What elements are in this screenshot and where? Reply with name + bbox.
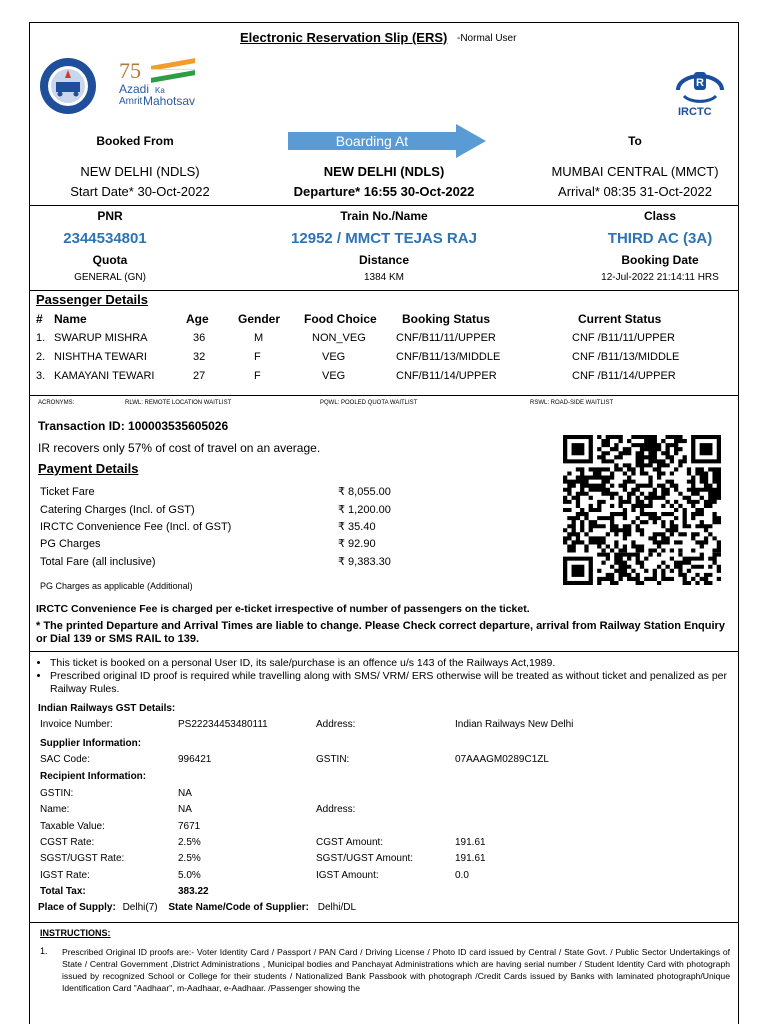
boarding-arrow bbox=[288, 124, 486, 158]
passenger-num: 3. bbox=[36, 370, 46, 382]
cgst-amount-value: 191.61 bbox=[455, 837, 486, 848]
passenger-current-status: CNF /B11/13/MIDDLE bbox=[572, 351, 680, 363]
cgst-rate-label: CGST Rate: bbox=[40, 837, 95, 848]
pg-charges-note: PG Charges as applicable (Additional) bbox=[40, 581, 193, 591]
quota-value: GENERAL (GN) bbox=[74, 272, 146, 283]
recipient-heading: Recipient Information: bbox=[40, 771, 147, 782]
fare-label: Total Fare (all inclusive) bbox=[40, 556, 156, 568]
payment-details-heading: Payment Details bbox=[38, 461, 139, 476]
sgst-rate-label: SGST/UGST Rate: bbox=[40, 853, 125, 864]
cost-recovery-note: IR recovers only 57% of cost of travel on an average. bbox=[38, 441, 321, 455]
taxable-value: 7671 bbox=[178, 821, 201, 832]
irctc-logo-icon bbox=[670, 62, 730, 122]
note-item: • This ticket is booked on a personal User ID, its sale/purchase is an offence u/s 143 of the Railways Act,1989. bbox=[50, 657, 730, 670]
place-of-supply bbox=[38, 901, 356, 915]
state-code-value: Delhi/DL bbox=[317, 902, 357, 913]
timing-disclaimer: * The printed Departure and Arrival Times are liable to change. Please Check correct departure, arrival from Railway Station Enquiry or Dial 139 or SMS RAIL to 139. bbox=[36, 620, 725, 645]
irctc-label: IRCTC bbox=[678, 106, 712, 118]
divider bbox=[29, 290, 739, 291]
recipient-name-label: Name: bbox=[40, 804, 70, 815]
distance-label: Distance bbox=[358, 253, 410, 267]
distance-value: 1384 KM bbox=[363, 272, 405, 283]
sac-label: SAC Code: bbox=[40, 754, 91, 765]
recipient-name-value: NA bbox=[178, 804, 192, 815]
table-header-age: Age bbox=[186, 312, 209, 326]
pnr-label: PNR bbox=[97, 209, 123, 223]
table-header-gender: Gender bbox=[238, 312, 281, 326]
address-label: Address: bbox=[316, 719, 356, 730]
recipient-address-label: Address: bbox=[316, 804, 356, 815]
cgst-rate-value: 2.5% bbox=[178, 837, 201, 848]
place-of-supply-label: Place of Supply: bbox=[38, 902, 116, 913]
sgst-amount-label: SGST/UGST Amount: bbox=[316, 853, 414, 864]
igst-amount-value: 0.0 bbox=[455, 870, 469, 881]
recipient-gstin-label: GSTIN: bbox=[40, 788, 74, 799]
divider bbox=[29, 922, 739, 923]
igst-rate-label: IGST Rate: bbox=[40, 870, 90, 881]
place-of-supply-value: Delhi(7) bbox=[122, 902, 158, 913]
fare-value: ₹ 35.40 bbox=[338, 521, 376, 533]
fare-value: ₹ 8,055.00 bbox=[338, 486, 391, 498]
igst-amount-label: IGST Amount: bbox=[316, 870, 379, 881]
recipient-gstin-value: NA bbox=[178, 788, 192, 799]
passenger-gender: F bbox=[254, 370, 261, 382]
fare-label: IRCTC Convenience Fee (Incl. of GST) bbox=[40, 521, 232, 533]
passenger-food: NON_VEG bbox=[312, 332, 366, 344]
passenger-details-heading: Passenger Details bbox=[36, 292, 149, 307]
boarding-station: NEW DELHI (NDLS) bbox=[323, 164, 445, 179]
passenger-age: 27 bbox=[193, 370, 206, 382]
cgst-amount-label: CGST Amount: bbox=[316, 837, 384, 848]
fare-label: Catering Charges (Incl. of GST) bbox=[40, 504, 195, 516]
passenger-num: 1. bbox=[36, 332, 46, 344]
indian-railways-logo-icon bbox=[38, 56, 98, 116]
passenger-age: 36 bbox=[193, 332, 206, 344]
convenience-fee-note: IRCTC Convenience Fee is charged per e-ticket irrespective of number of passengers on the ticket. bbox=[36, 603, 530, 615]
departure-time: Departure* 16:55 30-Oct-2022 bbox=[293, 184, 475, 199]
instruction-number: 1. bbox=[40, 946, 48, 956]
passenger-age: 32 bbox=[193, 351, 206, 363]
start-date: Start Date* 30-Oct-2022 bbox=[70, 184, 210, 199]
to-label: To bbox=[628, 134, 642, 148]
gstin-value: 07AAAGM0289C1ZL bbox=[455, 754, 549, 765]
booking-date-value: 12-Jul-2022 21:14:11 HRS bbox=[601, 272, 719, 283]
booking-date-label: Booking Date bbox=[621, 253, 699, 267]
booked-from-label: Booked From bbox=[96, 134, 174, 148]
gst-heading: Indian Railways GST Details: bbox=[38, 703, 176, 714]
from-station: NEW DELHI (NDLS) bbox=[80, 164, 200, 179]
fare-value: ₹ 92.90 bbox=[338, 538, 376, 550]
azadi-ka-amrit-mahotsav-logo: 75 Azadi Ka Amrit Mahotsav bbox=[119, 58, 196, 108]
address-value: Indian Railways New Delhi bbox=[455, 719, 574, 730]
acronym-rlwl: RLWL: REMOTE LOCATION WAITLIST bbox=[125, 400, 232, 406]
total-tax-label: Total Tax: bbox=[40, 886, 86, 897]
acronyms-label: ACRONYMS: bbox=[38, 400, 75, 406]
gstin-label: GSTIN: bbox=[316, 754, 350, 765]
sac-value: 996421 bbox=[178, 754, 212, 765]
invoice-value: PS22234453480111 bbox=[178, 719, 268, 730]
passenger-booking-status: CNF/B11/14/UPPER bbox=[396, 370, 497, 382]
transaction-id: Transaction ID: 100003535605026 bbox=[38, 419, 229, 433]
passenger-gender: F bbox=[254, 351, 261, 363]
fare-label: Ticket Fare bbox=[40, 486, 95, 498]
fare-value: ₹ 1,200.00 bbox=[338, 504, 391, 516]
divider bbox=[29, 395, 739, 396]
table-header-current-status: Current Status bbox=[578, 312, 662, 326]
to-station: MUMBAI CENTRAL (MMCT) bbox=[551, 164, 719, 179]
igst-rate-value: 5.0% bbox=[178, 870, 201, 881]
passenger-name: SWARUP MISHRA bbox=[54, 332, 148, 344]
sgst-amount-value: 191.61 bbox=[455, 853, 486, 864]
total-tax-value: 383.22 bbox=[178, 886, 209, 897]
passenger-gender: M bbox=[254, 332, 264, 344]
table-header-num: # bbox=[36, 312, 43, 326]
passenger-booking-status: CNF/B11/11/UPPER bbox=[396, 332, 496, 344]
svg-text:R: R bbox=[696, 77, 704, 89]
passenger-current-status: CNF /B11/14/UPPER bbox=[572, 370, 676, 382]
class-label: Class bbox=[643, 209, 677, 223]
fare-label: PG Charges bbox=[40, 538, 101, 550]
table-header-booking-status: Booking Status bbox=[402, 312, 491, 326]
pnr-value: 2344534801 bbox=[63, 230, 147, 247]
page-subtitle: -Normal User bbox=[457, 33, 517, 44]
train-label: Train No./Name bbox=[340, 209, 428, 223]
instructions-heading: INSTRUCTIONS: bbox=[40, 928, 111, 938]
passenger-name: KAMAYANI TEWARI bbox=[54, 370, 155, 382]
arrival-time: Arrival* 08:35 31-Oct-2022 bbox=[558, 184, 712, 199]
invoice-label: Invoice Number: bbox=[40, 719, 113, 730]
ticket-notes-list bbox=[36, 657, 730, 696]
passenger-num: 2. bbox=[36, 351, 46, 363]
divider bbox=[29, 651, 739, 652]
train-name: 12952 / MMCT TEJAS RAJ bbox=[291, 230, 477, 247]
note-item: • Prescribed original ID proof is required while travelling along with SMS/ VRM/ ERS otherwise will be treated as without ticket and penalized as per Railway Rules. bbox=[50, 670, 730, 696]
supplier-heading: Supplier Information: bbox=[40, 738, 142, 749]
taxable-label: Taxable Value: bbox=[40, 821, 105, 832]
divider bbox=[29, 205, 739, 206]
page-title: Electronic Reservation Slip (ERS) bbox=[240, 30, 448, 45]
passenger-name: NISHTHA TEWARI bbox=[54, 351, 147, 363]
table-header-food: Food Choice bbox=[304, 312, 377, 326]
boarding-at-label: Boarding At bbox=[335, 133, 409, 149]
passenger-food: VEG bbox=[322, 370, 346, 382]
acronym-rswl: RSWL: ROAD-SIDE WAITLIST bbox=[530, 400, 614, 406]
sgst-rate-value: 2.5% bbox=[178, 853, 201, 864]
qr-code-icon bbox=[563, 435, 721, 585]
passenger-food: VEG bbox=[322, 351, 346, 363]
quota-label: Quota bbox=[92, 253, 128, 267]
state-code-label: State Name/Code of Supplier: bbox=[168, 902, 309, 913]
table-header-name: Name bbox=[54, 312, 87, 326]
acronym-pqwl: PQWL: POOLED QUOTA WAITLIST bbox=[320, 400, 418, 406]
fare-value: ₹ 9,383.30 bbox=[338, 556, 391, 568]
class-value: THIRD AC (3A) bbox=[607, 230, 713, 247]
instruction-text: Prescribed Original ID proofs are:- Voter Identity Card / Passport / PAN Card / Driving License / Photo ID card issued by Central / State Govt. / Public Sector Undertakings of State / Central Government ,District Administrations , Municipal bodies and Panchayat Administrations which are having serial number / Student Identity Card with photograph issued by recognized School or College for their students / Nationalized Bank Passbook with photograph /Credit Cards issued by Banks with laminated photograph/Unique Identification Card "Aadhaar", m-Aadhaar, e-Aadhaar. /Passenger showing the bbox=[62, 947, 730, 993]
passenger-current-status: CNF /B11/11/UPPER bbox=[572, 332, 675, 344]
passenger-booking-status: CNF/B11/13/MIDDLE bbox=[396, 351, 501, 363]
